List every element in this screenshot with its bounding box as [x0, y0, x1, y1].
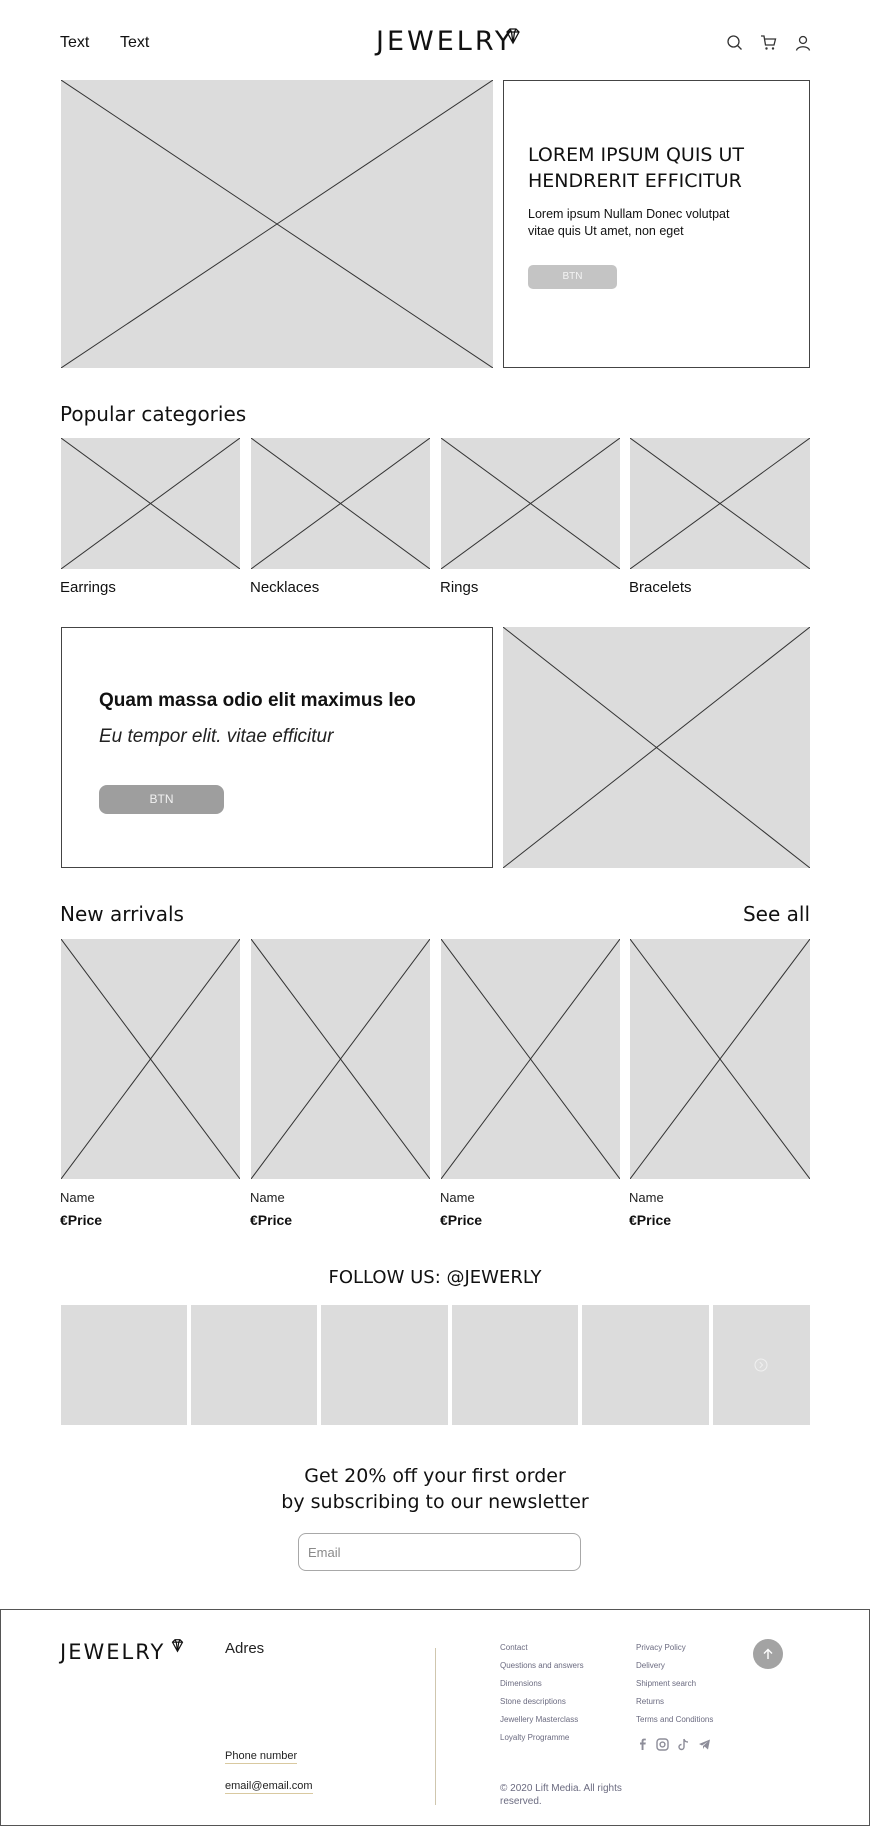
- user-icon[interactable]: [794, 34, 812, 52]
- arrivals-title: New arrivals: [60, 902, 184, 926]
- footer-link-returns[interactable]: Returns: [636, 1697, 665, 1706]
- promo-title: Quam massa odio elit maximus leo: [99, 690, 416, 711]
- instagram-post[interactable]: [191, 1305, 317, 1425]
- footer-link-privacy[interactable]: Privacy Policy: [636, 1643, 686, 1652]
- nav-link-1[interactable]: Text: [60, 34, 90, 51]
- footer-link-shipment[interactable]: Shipment search: [636, 1679, 697, 1688]
- diamond-icon: [170, 1638, 185, 1653]
- product-price: €Price: [250, 1212, 293, 1228]
- scroll-to-top-button[interactable]: [753, 1639, 783, 1669]
- footer-copyright: © 2020 Lift Media. All rights reserved.: [500, 1783, 622, 1807]
- footer: [0, 1609, 870, 1826]
- promo-subtitle: Eu tempor elit. vitae efficitur: [99, 726, 334, 747]
- cart-icon[interactable]: [760, 34, 778, 52]
- promo-button[interactable]: BTN: [99, 785, 224, 814]
- tiktok-icon[interactable]: [677, 1738, 690, 1751]
- product-price: €Price: [440, 1212, 483, 1228]
- facebook-icon[interactable]: [636, 1738, 649, 1751]
- hero-title: LOREM IPSUM QUIS UT HENDRERIT EFFICITUR: [528, 144, 745, 192]
- logo-text: JEWELRY: [376, 26, 515, 57]
- telegram-icon[interactable]: [698, 1738, 711, 1751]
- product-image[interactable]: [251, 939, 430, 1179]
- category-label-earrings[interactable]: Earrings: [60, 579, 116, 596]
- category-image-rings[interactable]: [441, 438, 620, 569]
- footer-logo[interactable]: [60, 1640, 165, 1664]
- search-icon[interactable]: [726, 34, 744, 52]
- category-label-rings[interactable]: Rings: [440, 579, 479, 596]
- footer-link-delivery[interactable]: Delivery: [636, 1661, 665, 1670]
- see-all-link[interactable]: See all: [742, 902, 810, 926]
- arrow-up-icon: [761, 1647, 775, 1661]
- diamond-icon: [504, 27, 522, 45]
- footer-divider: [435, 1648, 436, 1805]
- follow-title: FOLLOW US: @JEWERLY: [328, 1267, 542, 1288]
- instagram-post[interactable]: [582, 1305, 709, 1425]
- footer-link-loyalty[interactable]: Loyalty Programme: [500, 1733, 570, 1742]
- newsletter-line-2: by subscribing to our newsletter: [281, 1491, 589, 1513]
- footer-link-faq[interactable]: Questions and answers: [500, 1661, 584, 1670]
- category-label-bracelets[interactable]: Bracelets: [629, 579, 692, 596]
- product-image[interactable]: [441, 939, 620, 1179]
- footer-link-terms[interactable]: Terms and Conditions: [636, 1715, 714, 1724]
- header-logo[interactable]: [376, 26, 524, 56]
- newsletter-title: [0, 1463, 870, 1515]
- footer-link-contact[interactable]: Contact: [500, 1643, 528, 1652]
- promo-image: [503, 627, 810, 868]
- categories-title: Popular categories: [60, 402, 247, 426]
- product-price: €Price: [60, 1212, 103, 1228]
- nav-link-2[interactable]: Text: [120, 34, 150, 51]
- footer-logo-text: JEWELRY: [60, 1640, 166, 1664]
- footer-link-stones[interactable]: Stone descriptions: [500, 1697, 566, 1706]
- category-image-earrings[interactable]: [61, 438, 240, 569]
- product-name[interactable]: Name: [440, 1190, 475, 1205]
- category-label-necklaces[interactable]: Necklaces: [250, 579, 320, 596]
- product-image[interactable]: [61, 939, 240, 1179]
- footer-phone-link[interactable]: Phone number: [225, 1750, 298, 1762]
- footer-address: Adres: [225, 1640, 265, 1657]
- footer-link-dimensions[interactable]: Dimensions: [500, 1679, 542, 1688]
- product-name[interactable]: Name: [629, 1190, 664, 1205]
- instagram-post-next[interactable]: [713, 1305, 810, 1425]
- product-name[interactable]: Name: [60, 1190, 95, 1205]
- footer-email-link[interactable]: email@email.com: [225, 1780, 313, 1792]
- promo-card: [61, 627, 493, 868]
- instagram-post[interactable]: [321, 1305, 448, 1425]
- product-name[interactable]: Name: [250, 1190, 285, 1205]
- category-image-necklaces[interactable]: [251, 438, 430, 569]
- instagram-post[interactable]: [61, 1305, 187, 1425]
- product-price: €Price: [629, 1212, 672, 1228]
- arrow-right-circle-icon[interactable]: [754, 1358, 768, 1372]
- newsletter-email-input[interactable]: [298, 1533, 581, 1571]
- newsletter-line-1: Get 20% off your first order: [304, 1465, 566, 1487]
- hero-image: [61, 80, 493, 368]
- hero-button[interactable]: BTN: [528, 265, 617, 289]
- footer-link-masterclass[interactable]: Jewellery Masterclass: [500, 1715, 579, 1724]
- instagram-icon[interactable]: [656, 1738, 669, 1751]
- hero-card: [503, 80, 810, 368]
- hero-text: Lorem ipsum Nullam Donec volutpat vitae quis Ut amet, non eget: [528, 207, 730, 238]
- product-image[interactable]: [630, 939, 810, 1179]
- category-image-bracelets[interactable]: [630, 438, 810, 569]
- instagram-post[interactable]: [452, 1305, 578, 1425]
